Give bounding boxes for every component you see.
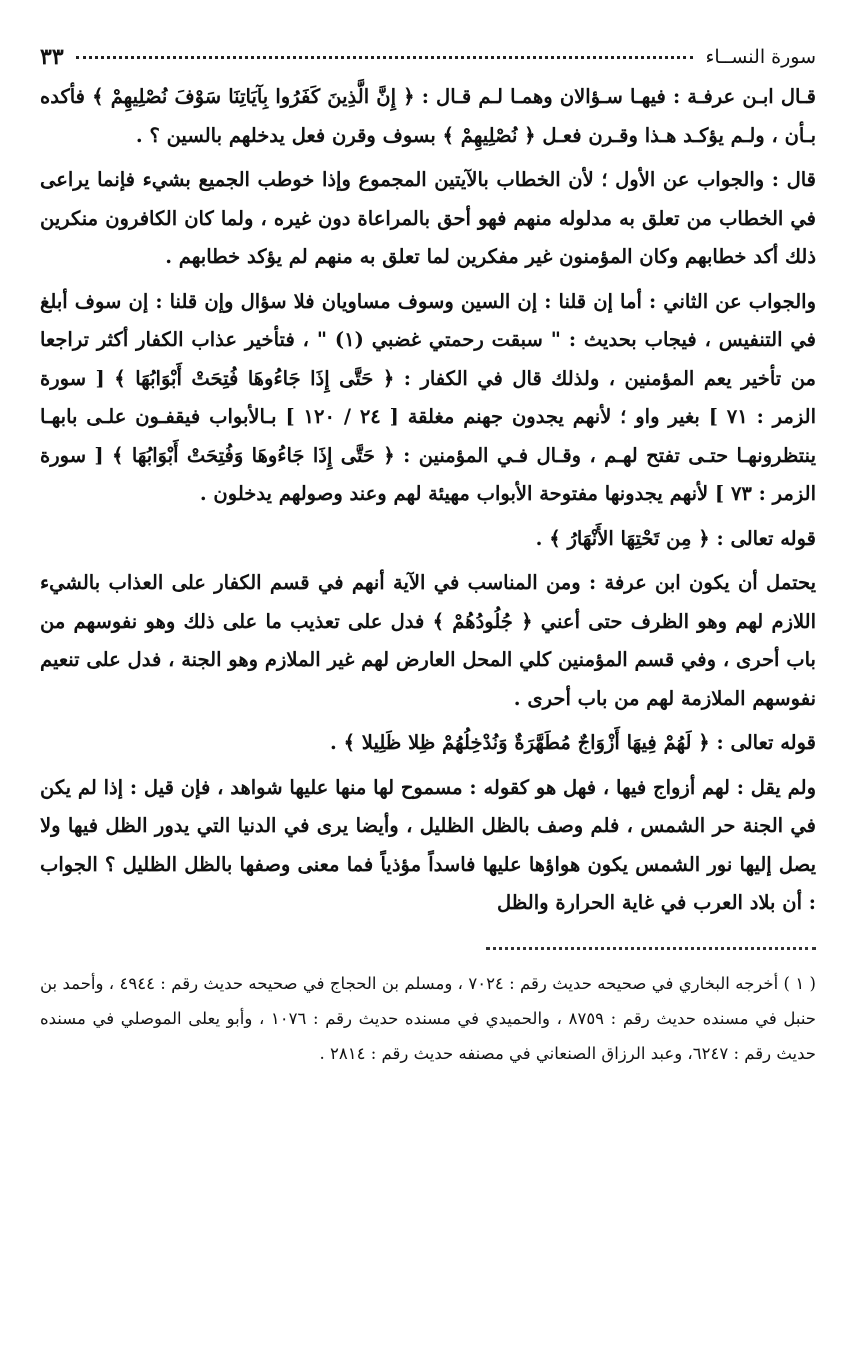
paragraph-4: قوله تعالى : ﴿ مِن تَحْتِهَا الأَنْهَارُ ﴾ . bbox=[535, 526, 816, 550]
paragraph-2: قال : والجواب عن الأول ؛ لأن الخطاب بالآيتين المجموع وإذا خوطب الجميع بشيء فإنما يراعى في الخطاب من تعلق به مدلوله منهم فهو أحق بالمراعاة دون غيره ، ولما كان الكافرون منكرين ذلك أكد خطابهم وكان المؤمنون غير مفكرين لما تعلق به منهم لم يؤكد خطابهم . bbox=[40, 168, 816, 268]
header-dotted-rule bbox=[76, 56, 694, 59]
book-page bbox=[40, 40, 816, 1360]
paragraph-6: قوله تعالى : ﴿ لَهُمْ فِيهَا أَزْوَاجٌ مُطَهَّرَةٌ وَنُدْخِلُهُمْ ظِلا ظَلِيلا ﴾ . bbox=[330, 731, 816, 754]
page-body bbox=[40, 78, 816, 923]
running-title: سورة النســاء bbox=[705, 46, 816, 68]
page-header bbox=[40, 40, 816, 74]
paragraph-5: يحتمل أن يكون ابن عرفة : ومن المناسب في الآية أنهم في قسم الكفار على العذاب بالشيء اللازم لهم وهو الظرف حتى أعني ﴿ جُلُودُهُمْ ﴾ فدل على تعذيب ما على ذلك وهو نفوسهم من باب أحرى ، وفي قسم المؤمنين كلي المحل العارض لهم غير الملازم وهو الجنة ، فدل على تنعيم نفوسهم الملازمة لهم من باب أحرى . bbox=[40, 571, 816, 710]
footnote-divider bbox=[486, 947, 816, 950]
paragraph-1: قـال ابـن عرفـة : فيهـا سـؤالان وهمـا لـم قـال : ﴿ إِنَّ الَّذِينَ كَفَرُوا بِآيَاتِنَا سَوْفَ نُصْلِيهِمْ ﴾ فأكده بـأن ، ولـم يؤكـد هـذا وقـرن فعـل ﴿ نُصْلِيهِمْ ﴾ بسوف وقرن فعل يدخلهم بالسين ؟ . bbox=[40, 85, 816, 147]
footnote: ( ١ ) أخرجه البخاري في صحيحه حديث رقم : ٧٠٢٤ ، ومسلم بن الحجاج في صحيحه حديث رقم : ٤٩٤٤ ، وأحمد بن حنبل في مسنده حديث رقم : ٨٧٥٩ ، والحميدي في مسنده حديث رقم : ١٠٧٦ ، وأبو يعلى الموصلي في مسنده حديث رقم : ٦٢٤٧، وعبد الرزاق الصنعاني في مصنفه حديث رقم : ٢٨١٤ . bbox=[40, 974, 816, 1063]
paragraph-3: والجواب عن الثاني : أما إن قلنا : إن السين وسوف مساويان فلا سؤال وإن قلنا : إن سوف أبلغ في التنفيس ، فيجاب بحديث : " سبقت رحمتي غضبي (١) " ، فتأخير عذاب الكفار أكثر تراجعا من تأخير يعم المؤمنين ، ولذلك قال في الكفار : ﴿ حَتَّى إِذَا جَاءُوهَا فُتِحَتْ أَبْوَابُهَا ﴾ [ سورة الزمر : ٧١ ] بغير واو ؛ لأنهم يجدون جهنم مغلقة [ ٢٤ / ١٢٠ ] بـالأبواب فيقفـون علـى بابهـا ينتظرونهـا حتـى تفتح لهـم ، وقـال فـي المؤمنين : ﴿ حَتَّى إِذَا جَاءُوهَا وَفُتِحَتْ أَبْوَابُهَا ﴾ [ سورة الزمر : ٧٣ ] لأنهم يجدونها مفتوحة الأبواب مهيئة لهم وعند وصولهم يدخلون . bbox=[40, 289, 816, 505]
paragraph-7: ولم يقل : لهم أزواج فيها ، فهل هو كقوله : مسموح لها منها عليها شواهد ، فإن قيل : إذا لم يكن في الجنة حر الشمس ، فلم وصف بالظل الظليل ، وأيضا يرى في الدنيا التي يدور الظل فيها ولا يصل إليها نور الشمس يكون هواؤها عليها فاسداً مؤذياً فما معنى وصفها بالظل الظليل ؟ الجواب : أن بلاد العرب في غاية الحرارة والظل bbox=[40, 775, 816, 914]
page-number: ٣٣ bbox=[40, 44, 64, 70]
